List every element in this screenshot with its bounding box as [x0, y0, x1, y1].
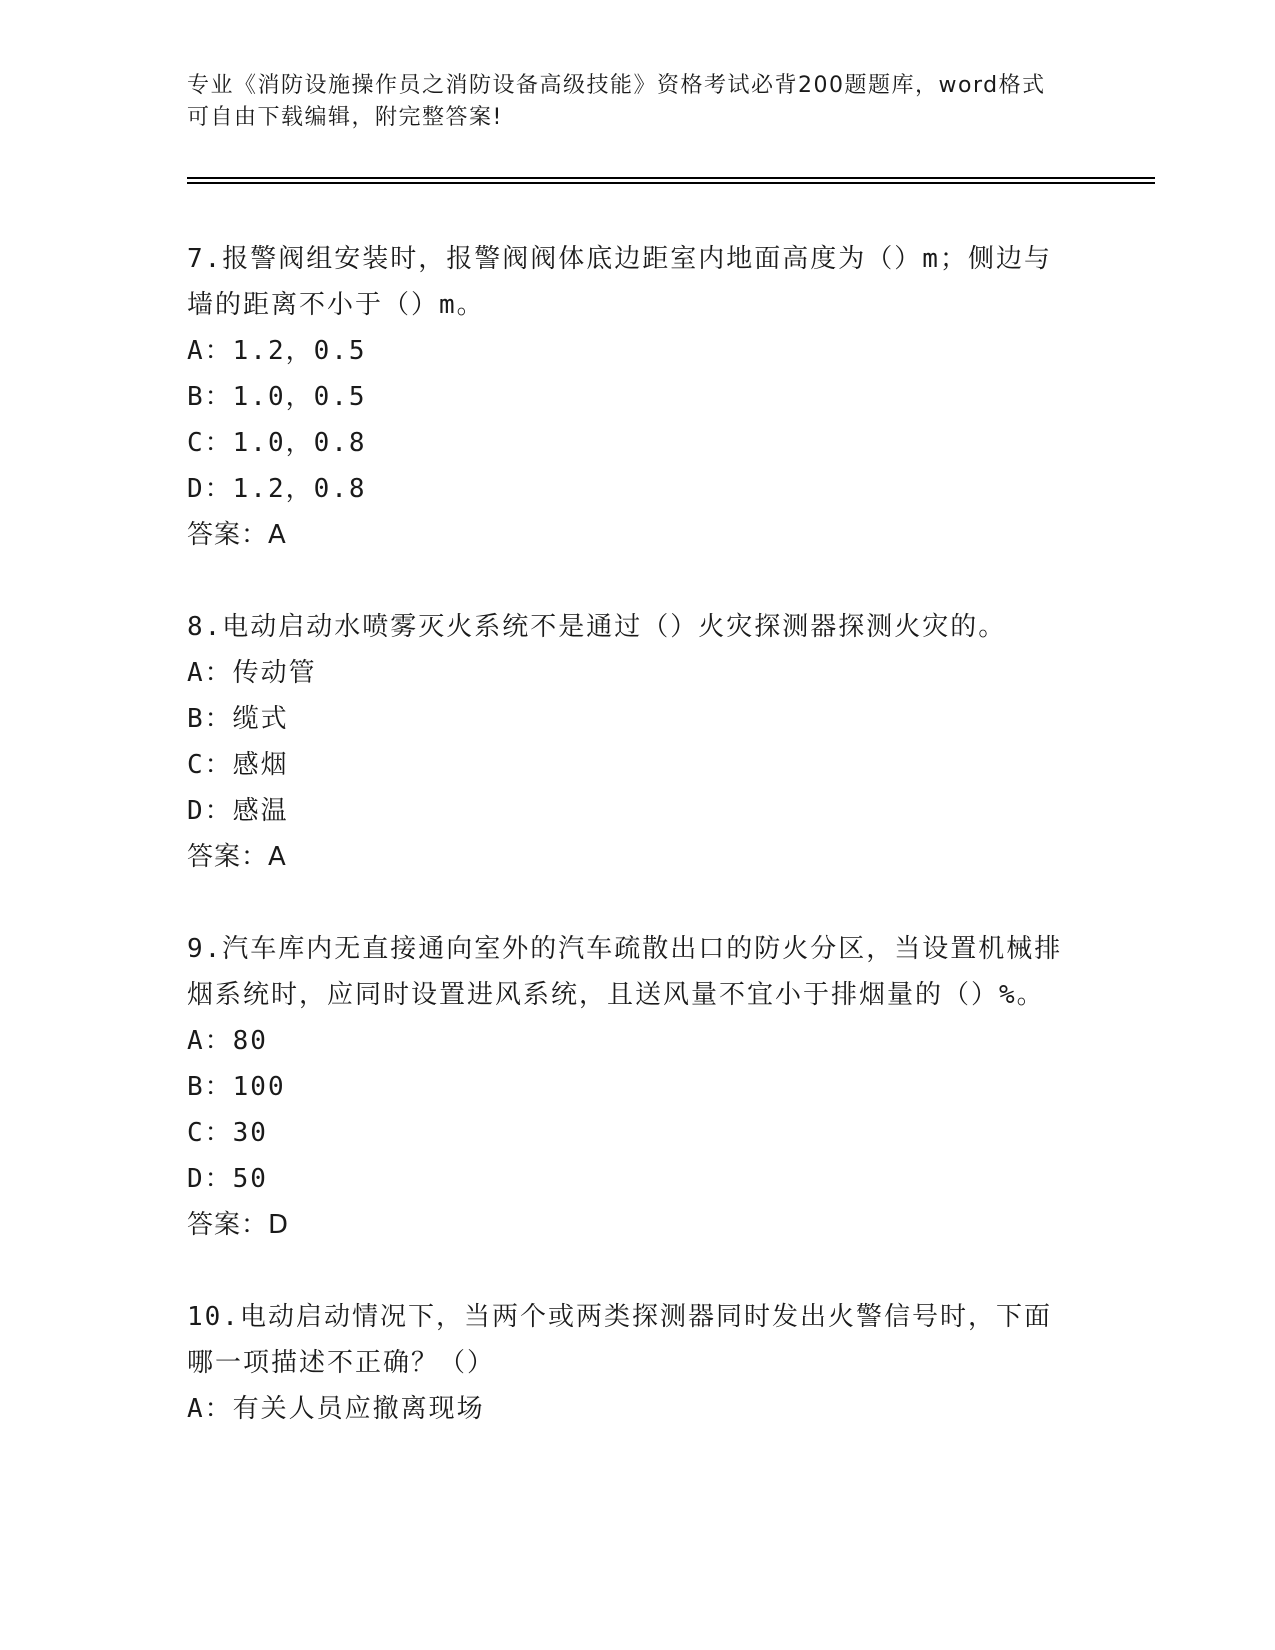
- option-c: C：30: [187, 1118, 268, 1148]
- question-list: [187, 236, 1077, 1478]
- option-a: A：80: [187, 1026, 268, 1056]
- question-stem: 8.电动启动水喷雾灭火系统不是通过（）火灾探测器探测火灾的。: [187, 612, 1007, 642]
- question-stem: 7.报警阀组安装时，报警阀阀体底边距室内地面高度为（）m；侧边与墙的距离不小于（）m。: [187, 244, 1052, 320]
- option-c: C：感烟: [187, 750, 289, 780]
- question-item: [187, 236, 1077, 558]
- header-divider-top: [187, 177, 1155, 179]
- answer-line: 答案：A: [187, 520, 287, 550]
- question-item: [187, 926, 1077, 1248]
- option-d: D：感温: [187, 796, 289, 826]
- option-a: A：有关人员应撤离现场: [187, 1394, 485, 1424]
- option-b: B：缆式: [187, 704, 289, 734]
- header-divider-bottom: [187, 182, 1155, 184]
- option-a: A：传动管: [187, 658, 317, 688]
- document-header: 专业《消防设施操作员之消防设备高级技能》资格考试必背200题题库，word格式可自由下载编辑，附完整答案!: [187, 73, 1046, 130]
- option-d: D：1.2，0.8: [187, 474, 367, 504]
- question-item: [187, 1294, 1077, 1432]
- question-stem: 9.汽车库内无直接通向室外的汽车疏散出口的防火分区，当设置机械排烟系统时，应同时设置进风系统，且送风量不宜小于排烟量的（）%。: [187, 934, 1063, 1010]
- option-a: A：1.2，0.5: [187, 336, 367, 366]
- question-stem: 10.电动启动情况下，当两个或两类探测器同时发出火警信号时，下面哪一项描述不正确？（）: [187, 1302, 1052, 1378]
- option-b: B：100: [187, 1072, 286, 1102]
- option-c: C：1.0，0.8: [187, 428, 367, 458]
- question-item: [187, 604, 1077, 880]
- answer-line: 答案：D: [187, 1210, 290, 1240]
- option-d: D：50: [187, 1164, 268, 1194]
- answer-line: 答案：A: [187, 842, 287, 872]
- option-b: B：1.0，0.5: [187, 382, 367, 412]
